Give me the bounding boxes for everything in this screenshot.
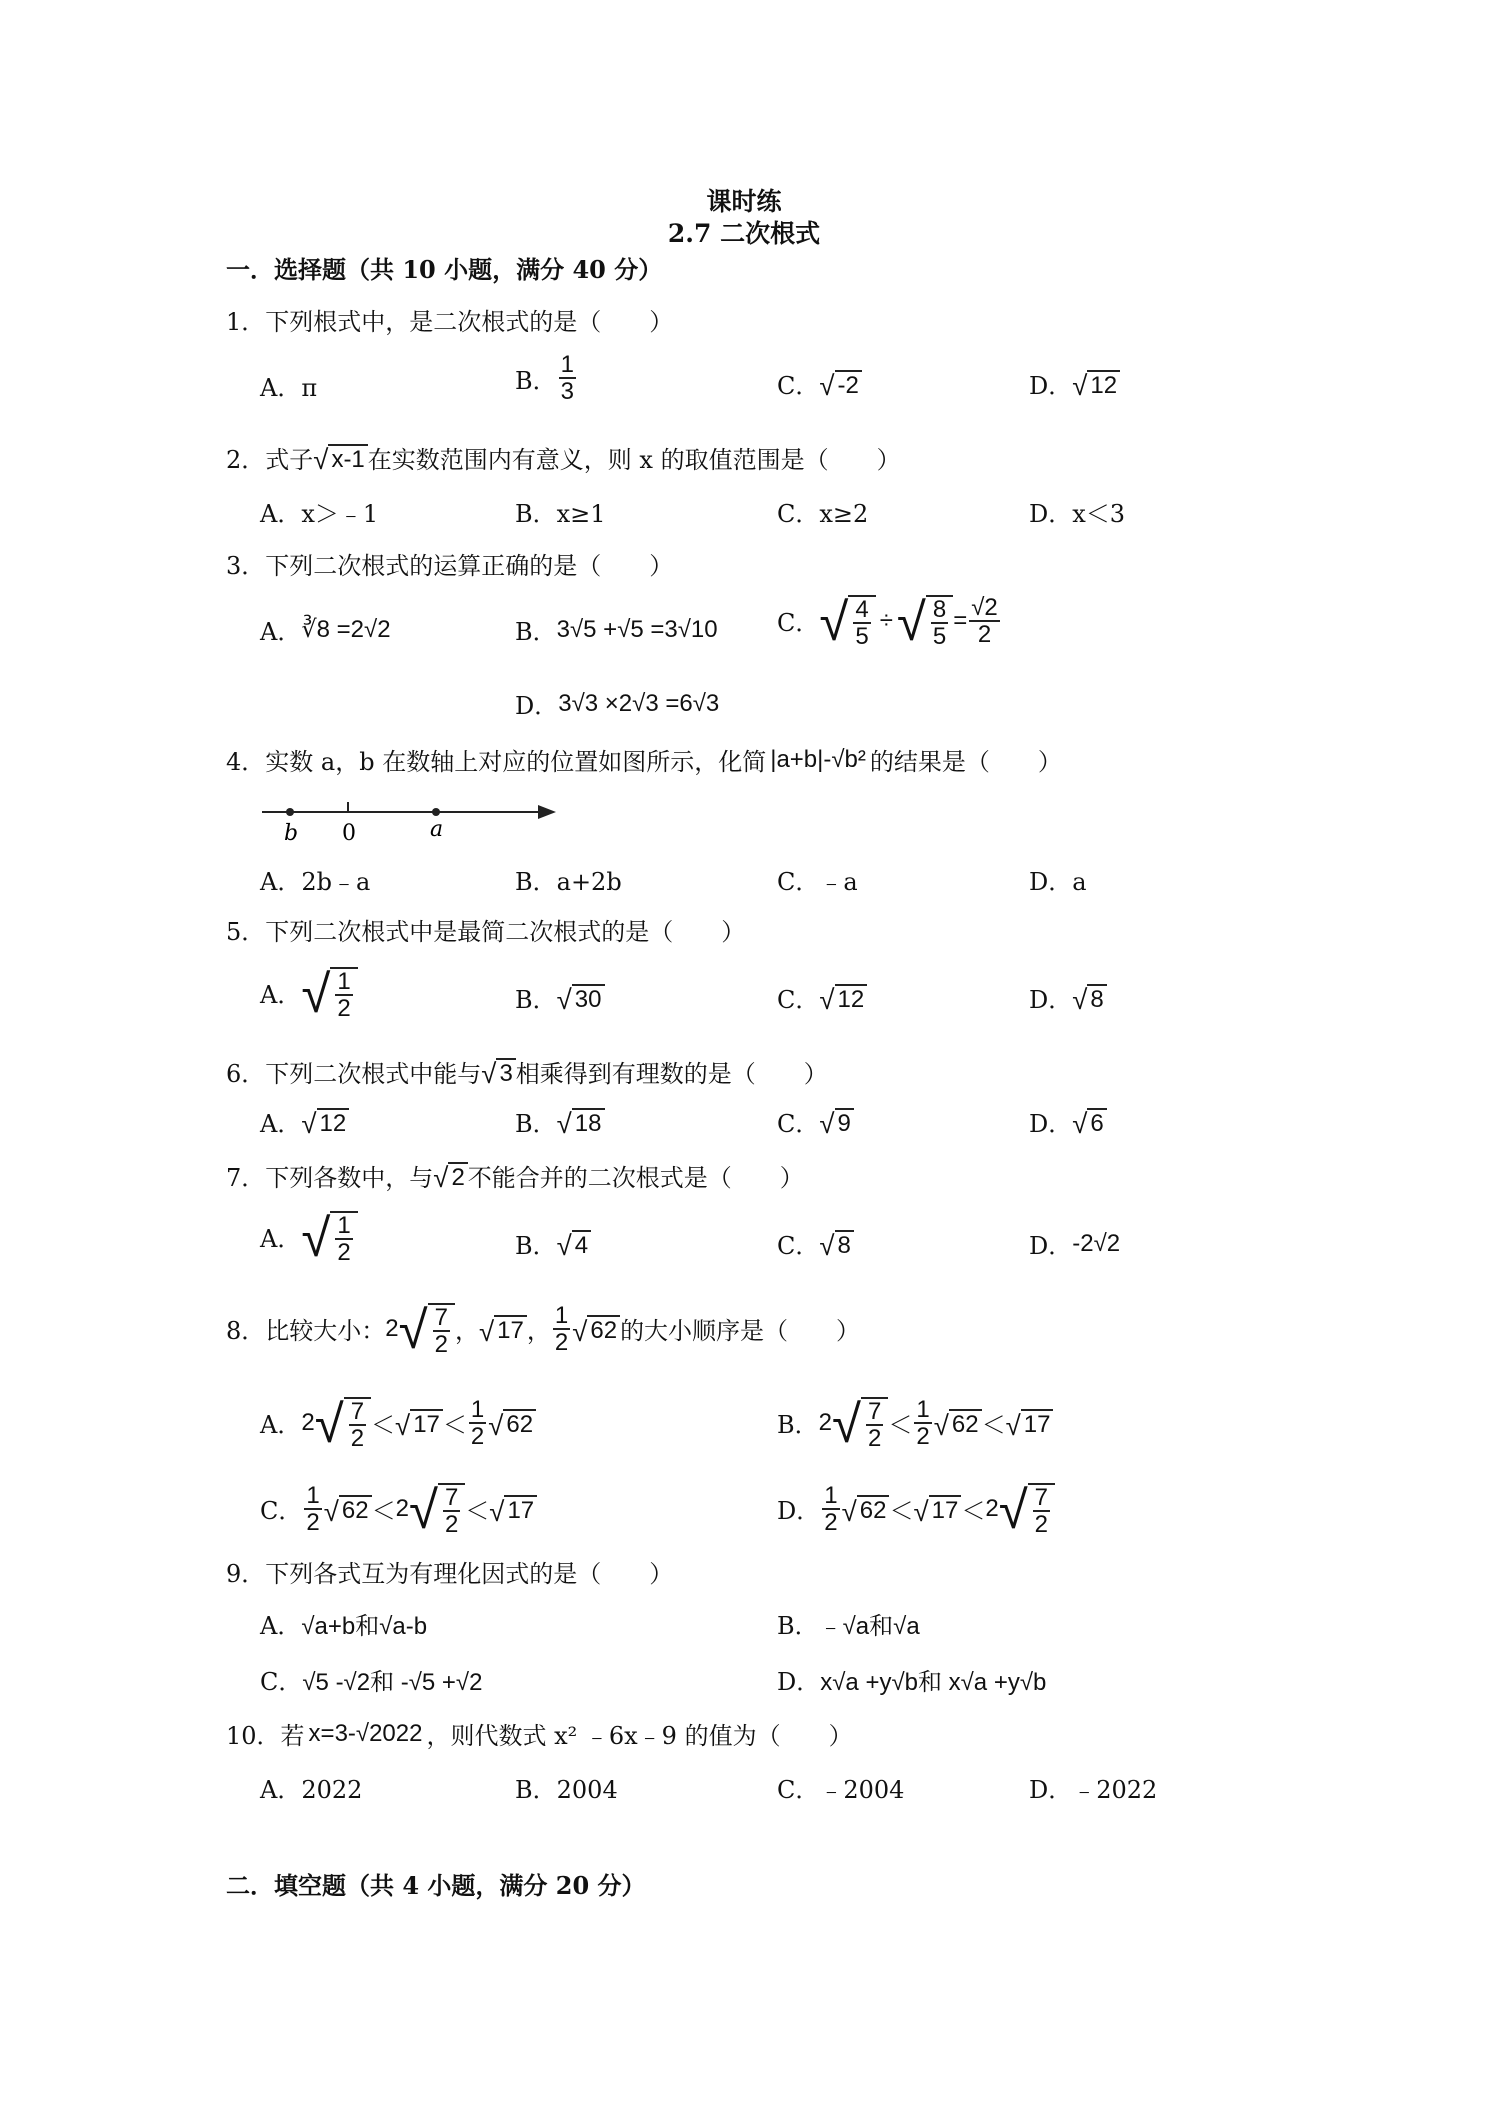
q3-option-b: B． 3√5 +√5 =3√10 <box>515 615 718 646</box>
q5-option-c: C． √ 12 <box>777 980 867 1015</box>
q8-option-b: B． 2 √ $\frac{7}{2}$ ＜ $\frac{1}{2}$ √ 62 ＜ √ 17 <box>777 1394 1053 1451</box>
page-title: 课时练 <box>706 187 782 216</box>
q6-option-a: A． √ 12 <box>260 1104 349 1139</box>
question-9-stem: 9．下列各式互为有理化因式的是（ ） <box>226 1560 674 1588</box>
question-4-stem: 4．实数 a，b 在数轴上对应的位置如图所示，化简 |a+b|-√b² 的结果是（ ） <box>226 745 1062 776</box>
section-heading-fill: 二．填空题（共 4 小题，满分 20 分） <box>226 1871 646 1900</box>
point-b <box>286 808 294 816</box>
question-5-stem: 5．下列二次根式中是最简二次根式的是（ ） <box>226 918 746 946</box>
section-heading-choice: 一．选择题（共 10 小题，满分 40 分） <box>226 255 663 284</box>
q5-option-d: D． √ 8 <box>1029 980 1107 1015</box>
q6-option-b: B． √ 18 <box>515 1104 605 1139</box>
q10-option-a: A．2022 <box>260 1776 363 1804</box>
q7-option-c: C． √ 8 <box>777 1226 854 1261</box>
q8-option-d: D． $\frac{1}{2}$ √ 62 ＜ √ 17 ＜ 2 √ $\frac{7}{2}$ <box>777 1480 1055 1537</box>
question-8-stem: 8．比较大小： 2 √ $\frac{7}{2}$ ， √ 17 ， $\frac{1}{2}$ √ 62 的大小顺序是（ ） <box>226 1300 861 1360</box>
question-3-stem: 3．下列二次根式的运算正确的是（ ） <box>226 552 674 580</box>
q7-option-b: B． √ 4 <box>515 1226 591 1261</box>
q10-option-b: B．2004 <box>515 1776 618 1804</box>
q10-option-c: C．﹣2004 <box>777 1776 905 1804</box>
q5-option-a: A． √ $\frac{1}{2}$ <box>260 964 358 1021</box>
q9-option-d: D． x√a +y√b和 x√a +y√b <box>777 1668 1047 1696</box>
q7-option-d: D． -2√2 <box>1029 1229 1121 1260</box>
q8-option-c: C． $\frac{1}{2}$ √ 62 ＜ 2 √ $\frac{7}{2}$ ＜ √ 17 <box>260 1480 537 1537</box>
page-subtitle: 2.7 二次根式 <box>667 219 821 248</box>
label-b: b <box>284 821 299 846</box>
q9-option-c: C． √5 -√2和 -√5 +√2 <box>260 1668 483 1696</box>
q6-option-d: D． √ 6 <box>1029 1104 1107 1139</box>
q8-option-a: A． 2 √ $\frac{7}{2}$ ＜ √ 17 ＜ $\frac{1}{2}$ √ 62 <box>260 1394 536 1451</box>
question-10-stem: 10．若 x=3-√2022 ，则代数式 x² ﹣6x﹣9 的值为（ ） <box>226 1719 853 1750</box>
q1-option-c: C． √ -2 <box>777 366 862 401</box>
q3-option-c: C． √ $\frac{4}{5}$ ÷ √ $\frac{8}{5}$ = $\frac{√2}{2}$ <box>777 592 998 652</box>
q1-option-a: A．π <box>260 374 318 402</box>
q2-option-c: C．x≥2 <box>777 500 869 528</box>
q9-option-b: B． ﹣√a和√a <box>777 1612 920 1640</box>
number-line-arrow <box>538 805 556 819</box>
q2-option-d: D．x＜3 <box>1029 500 1126 528</box>
question-6-stem: 6．下列二次根式中能与 √ 3 相乘得到有理数的是（ ） <box>226 1058 828 1090</box>
q4-option-b: B．a+2b <box>515 868 622 896</box>
question-2-stem: 2．式子 √ x-1 在实数范围内有意义，则 x 的取值范围是（ ） <box>226 444 901 476</box>
q7-option-a: A． √ $\frac{1}{2}$ <box>260 1208 358 1265</box>
label-zero: 0 <box>342 821 356 846</box>
q1-option-b: B． $\frac{1}{3}$ <box>515 351 574 406</box>
q10-option-d: D．﹣2022 <box>1029 1776 1158 1804</box>
question-7-stem: 7．下列各数中，与 √ 2 不能合并的二次根式是（ ） <box>226 1162 804 1194</box>
q3-option-d: D． 3√3 ×2√3 =6√3 <box>515 689 720 720</box>
q9-option-a: A． √a+b和√a-b <box>260 1612 428 1640</box>
q4-option-c: C．﹣a <box>777 868 858 896</box>
question-1-stem: 1．下列根式中，是二次根式的是（ ） <box>226 308 674 336</box>
q4-option-a: A．2b﹣a <box>260 868 371 896</box>
q2-option-b: B．x≥1 <box>515 500 606 528</box>
q3-option-a: A． ∛8 =2√2 <box>260 616 391 646</box>
q4-option-d: D．a <box>1029 868 1087 896</box>
q6-option-c: C． √ 9 <box>777 1104 854 1139</box>
label-a: a <box>430 817 444 842</box>
point-a <box>432 808 440 816</box>
q5-option-b: B． √ 30 <box>515 980 605 1015</box>
number-line <box>258 796 558 846</box>
q2-option-a: A．x＞﹣1 <box>260 500 379 528</box>
q1-option-d: D． √ 12 <box>1029 366 1120 401</box>
